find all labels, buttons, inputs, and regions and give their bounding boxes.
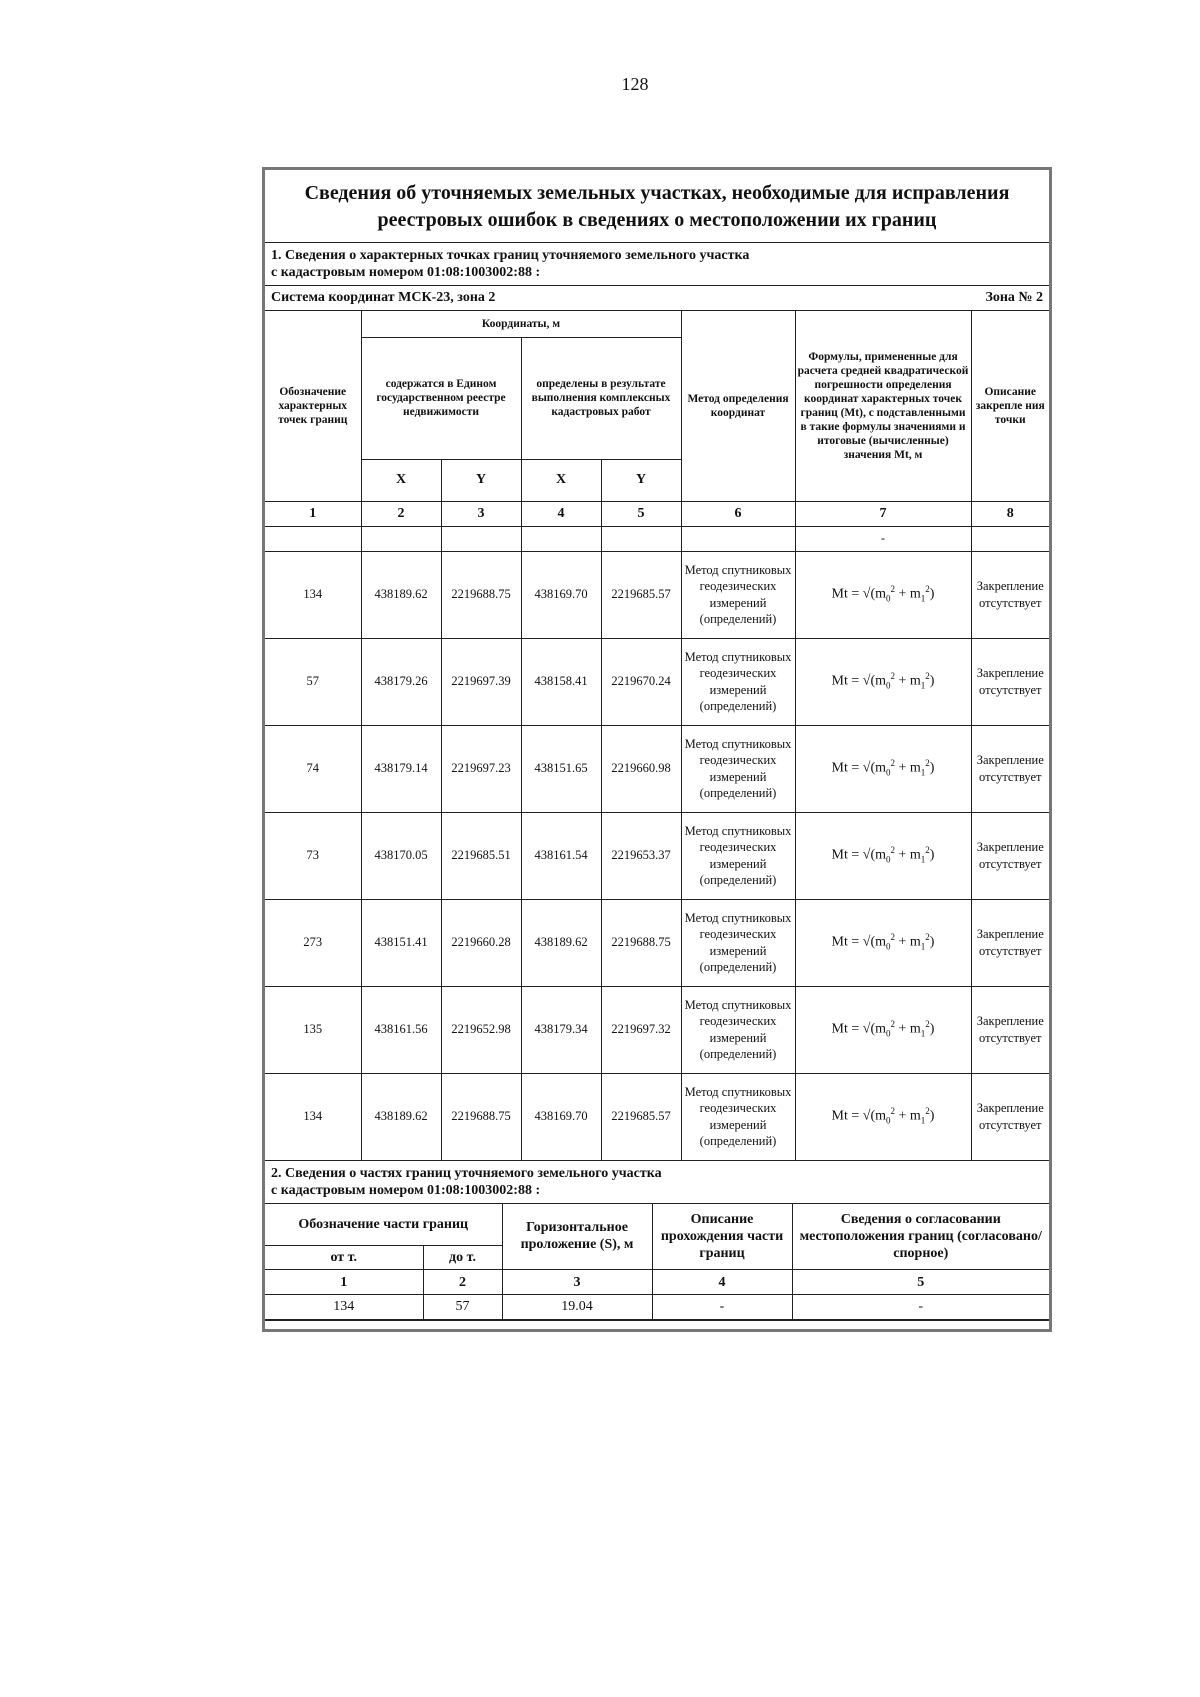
formula: [795, 551, 971, 638]
section1-heading-line2: с кадастровым номером 01:08:1003002:88 :: [271, 265, 541, 280]
formula-mid: + m: [895, 760, 921, 776]
table-row: [265, 638, 1049, 725]
column-number: 7: [795, 501, 971, 526]
table-row: [265, 899, 1049, 986]
formula: [795, 1073, 971, 1160]
boundary-parts-table: [265, 1204, 1049, 1321]
passage-description: -: [652, 1295, 792, 1320]
formula-end: ): [929, 847, 935, 863]
y-egrn: 2219688.75: [441, 551, 521, 638]
formula-prefix: Mt = √(m: [831, 1108, 886, 1124]
table-row: [265, 812, 1049, 899]
method: Метод спутниковых геодезических измерений (определений): [681, 638, 795, 725]
header-x-egrn: X: [361, 459, 441, 501]
formula-sup1: 2: [925, 1019, 930, 1030]
point-name: 134: [265, 551, 361, 638]
coordinate-system: Система координат МСК-23, зона 2: [271, 290, 496, 305]
formula-sub1: 1: [920, 767, 926, 778]
formula-sub1: 1: [920, 1115, 926, 1126]
header-part: Обозначение части границ: [265, 1204, 502, 1246]
formula: [795, 986, 971, 1073]
method: Метод спутниковых геодезических измерений (определений): [681, 1073, 795, 1160]
blank-row: [265, 526, 1049, 551]
formula-prefix: Mt = √(m: [831, 760, 886, 776]
formula-sup0: 2: [890, 1019, 895, 1030]
page-number: 128: [621, 74, 649, 94]
header-y-determined: Y: [601, 459, 681, 501]
formula-sub0: 0: [886, 1028, 891, 1039]
header-description: Описание закрепле ния точки: [971, 311, 1049, 501]
point-name: 57: [265, 638, 361, 725]
fixation: Закрепление отсутствует: [971, 1073, 1049, 1160]
formula-end: ): [929, 1021, 935, 1037]
formula: [795, 725, 971, 812]
point-name: 134: [265, 1073, 361, 1160]
fixation: Закрепление отсутствует: [971, 986, 1049, 1073]
formula-end: ): [929, 760, 935, 776]
formula-sub0: 0: [886, 854, 891, 865]
formula-sup1: 2: [925, 758, 930, 769]
zone-label: Зона № 2: [985, 290, 1043, 305]
formula-sup0: 2: [890, 671, 895, 682]
fixation: Закрепление отсутствует: [971, 551, 1049, 638]
header-egrn: содержатся в Едином государственном реестре недвижимости: [361, 337, 521, 459]
formula: [795, 899, 971, 986]
header-formulas: Формулы, примененные для расчета средней квадратической погрешности определения координат характерных точек границ (Mt), с подставленными в такие формулы значениями и итоговые (вычисленные) значения Mt, м: [795, 311, 971, 501]
column-number: 4: [652, 1270, 792, 1295]
column-number: 8: [971, 501, 1049, 526]
formula-end: ): [929, 934, 935, 950]
section2-heading-line2: с кадастровым номером 01:08:1003002:88 :: [271, 1182, 541, 1198]
column-number: 5: [792, 1270, 1049, 1295]
x-determined: 438169.70: [521, 551, 601, 638]
table-end-line: [265, 1320, 1049, 1329]
section1-heading-line1: 1. Сведения о характерных точках границ уточняемого земельного участка: [271, 248, 750, 263]
formula-prefix: Mt = √(m: [831, 1021, 886, 1037]
fixation: Закрепление отсутствует: [971, 899, 1049, 986]
formula-end: ): [929, 673, 935, 689]
column-number: 3: [441, 501, 521, 526]
formula-sup1: 2: [925, 584, 930, 595]
y-egrn: 2219660.28: [441, 899, 521, 986]
horizontal-distance: 19.04: [502, 1295, 652, 1320]
formula-end: ): [929, 586, 935, 602]
x-egrn: 438179.14: [361, 725, 441, 812]
document-frame: [262, 167, 1052, 1332]
formula-prefix: Mt = √(m: [831, 586, 886, 602]
formula-end: ): [929, 1108, 935, 1124]
formula-sub1: 1: [920, 680, 926, 691]
x-determined: 438169.70: [521, 1073, 601, 1160]
agreement-info: -: [792, 1295, 1049, 1320]
formula-mid: + m: [895, 1108, 921, 1124]
formula-sub0: 0: [886, 593, 891, 604]
method: Метод спутниковых геодезических измерений (определений): [681, 551, 795, 638]
y-egrn: 2219652.98: [441, 986, 521, 1073]
point-name: 73: [265, 812, 361, 899]
method: Метод спутниковых геодезических измерений (определений): [681, 725, 795, 812]
column-number: 3: [502, 1270, 652, 1295]
column-number: 1: [265, 501, 361, 526]
column-numbers-row: [265, 1270, 1049, 1295]
header-method: Метод определения координат: [681, 311, 795, 501]
y-egrn: 2219688.75: [441, 1073, 521, 1160]
formula: [795, 638, 971, 725]
formula-sup0: 2: [890, 584, 895, 595]
formula-mid: + m: [895, 586, 921, 602]
header-determined: определены в результате выполнения комплексных кадастровых работ: [521, 337, 681, 459]
x-egrn: 438179.26: [361, 638, 441, 725]
formula-mid: + m: [895, 673, 921, 689]
x-determined: 438189.62: [521, 899, 601, 986]
from-point: 134: [265, 1295, 423, 1320]
blank-row-mark: -: [795, 526, 971, 551]
y-egrn: 2219685.51: [441, 812, 521, 899]
header-passage: Описание прохождения части границ: [652, 1204, 792, 1270]
document-title: Сведения об уточняемых земельных участках, необходимые для исправления реестровых ошибок в сведениях о местоположении их границ: [265, 170, 1049, 243]
x-determined: 438151.65: [521, 725, 601, 812]
table-row: [265, 986, 1049, 1073]
table-row: [265, 725, 1049, 812]
formula-prefix: Mt = √(m: [831, 934, 886, 950]
y-determined: 2219653.37: [601, 812, 681, 899]
formula-sub1: 1: [920, 854, 926, 865]
formula-sub0: 0: [886, 680, 891, 691]
formula-sup0: 2: [890, 1106, 895, 1117]
x-egrn: 438170.05: [361, 812, 441, 899]
header-agreement: Сведения о согласовании местоположения границ (согласовано/спорное): [792, 1204, 1049, 1270]
formula-sub0: 0: [886, 1115, 891, 1126]
formula-mid: + m: [895, 934, 921, 950]
formula-sup1: 2: [925, 845, 930, 856]
coordinate-system-bar: [265, 286, 1049, 311]
y-determined: 2219660.98: [601, 725, 681, 812]
formula-sup1: 2: [925, 932, 930, 943]
formula-sub1: 1: [920, 1028, 926, 1039]
x-egrn: 438189.62: [361, 1073, 441, 1160]
fixation: Закрепление отсутствует: [971, 638, 1049, 725]
x-egrn: 438151.41: [361, 899, 441, 986]
header-from: от т.: [265, 1246, 423, 1270]
method: Метод спутниковых геодезических измерений (определений): [681, 986, 795, 1073]
formula-sup1: 2: [925, 671, 930, 682]
table-row: [265, 1073, 1049, 1160]
formula-prefix: Mt = √(m: [831, 673, 886, 689]
formula-mid: + m: [895, 1021, 921, 1037]
column-number: 6: [681, 501, 795, 526]
method: Метод спутниковых геодезических измерений (определений): [681, 899, 795, 986]
column-number: 5: [601, 501, 681, 526]
column-number: 2: [423, 1270, 502, 1295]
column-numbers-row: [265, 501, 1049, 526]
formula-mid: + m: [895, 847, 921, 863]
fixation: Закрепление отсутствует: [971, 725, 1049, 812]
header-horizontal: Горизонтальное проложение (S), м: [502, 1204, 652, 1270]
formula-sup1: 2: [925, 1106, 930, 1117]
formula-sup0: 2: [890, 845, 895, 856]
formula-sub1: 1: [920, 593, 926, 604]
y-egrn: 2219697.23: [441, 725, 521, 812]
column-number: 2: [361, 501, 441, 526]
point-name: 135: [265, 986, 361, 1073]
section1-heading: [265, 243, 1049, 286]
y-egrn: 2219697.39: [441, 638, 521, 725]
y-determined: 2219685.57: [601, 551, 681, 638]
y-determined: 2219697.32: [601, 986, 681, 1073]
header-point: Обозначение характерных точек границ: [265, 311, 361, 501]
y-determined: 2219685.57: [601, 1073, 681, 1160]
table-row: [265, 551, 1049, 638]
y-determined: 2219688.75: [601, 899, 681, 986]
x-determined: 438161.54: [521, 812, 601, 899]
header-y-egrn: Y: [441, 459, 521, 501]
column-number: 1: [265, 1270, 423, 1295]
fixation: Закрепление отсутствует: [971, 812, 1049, 899]
formula-sub0: 0: [886, 941, 891, 952]
x-egrn: 438189.62: [361, 551, 441, 638]
point-name: 74: [265, 725, 361, 812]
formula-sub0: 0: [886, 767, 891, 778]
formula-prefix: Mt = √(m: [831, 847, 886, 863]
column-number: 4: [521, 501, 601, 526]
x-determined: 438179.34: [521, 986, 601, 1073]
formula-sub1: 1: [920, 941, 926, 952]
header-to: до т.: [423, 1246, 502, 1270]
y-determined: 2219670.24: [601, 638, 681, 725]
section2-heading-line1: 2. Сведения о частях границ уточняемого земельного участка: [271, 1165, 662, 1181]
header-x-determined: X: [521, 459, 601, 501]
method: Метод спутниковых геодезических измерений (определений): [681, 812, 795, 899]
boundary-points-table: [265, 311, 1049, 1161]
formula-sup0: 2: [890, 758, 895, 769]
x-egrn: 438161.56: [361, 986, 441, 1073]
point-name: 273: [265, 899, 361, 986]
to-point: 57: [423, 1295, 502, 1320]
formula: [795, 812, 971, 899]
section2-heading: [265, 1161, 1049, 1204]
table-row: [265, 1295, 1049, 1320]
x-determined: 438158.41: [521, 638, 601, 725]
formula-sup0: 2: [890, 932, 895, 943]
header-coordinates: Координаты, м: [361, 311, 681, 337]
